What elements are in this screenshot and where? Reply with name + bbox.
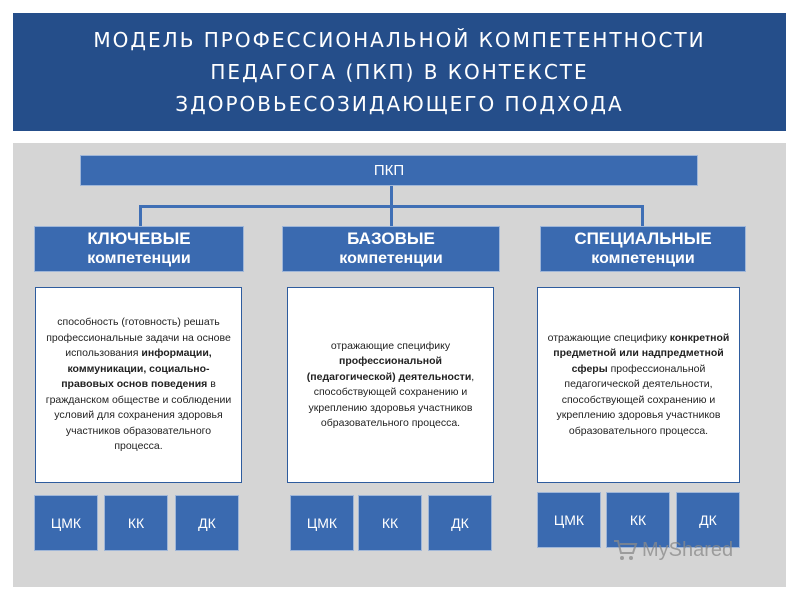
desc-text: в гражданском обществе и соблюдении условий для сохранения здоровья участников образовательного процесса. xyxy=(45,378,232,453)
watermark xyxy=(612,538,733,562)
desc-bold: профессиональной (педагогической) деятельности xyxy=(306,355,472,383)
item-cmk: ЦМК xyxy=(290,495,354,551)
item-cmk: ЦМК xyxy=(537,492,601,548)
item-cmk: ЦМК xyxy=(34,495,98,551)
category-title: КЛЮЧЕВЫЕ xyxy=(87,229,191,248)
category-title: БАЗОВЫЕ xyxy=(347,229,435,248)
cart-icon xyxy=(612,538,638,562)
title-line-1: МОДЕЛЬ ПРОФЕССИОНАЛЬНОЙ КОМПЕТЕНТНОСТИ xyxy=(93,28,706,52)
item-kk: КК xyxy=(358,495,422,551)
title-line-3: ЗДОРОВЬЕСОЗИДАЮЩЕГО ПОДХОДА xyxy=(175,92,624,116)
root-node-pkp: ПКП xyxy=(80,155,698,186)
desc-text: профессиональной педагогической деятельности, способствующей сохранению и укреплению здоровья участников образовательного процесса. xyxy=(556,362,721,437)
category-key-competencies xyxy=(34,226,244,272)
category-subtitle: компетенции xyxy=(339,250,443,267)
description-basic-competencies xyxy=(287,287,494,483)
desc-text: способность (готовность) решать профессиональные задачи на основе использования xyxy=(46,316,231,360)
category-basic-competencies xyxy=(282,226,500,272)
desc-bold: конкретной предметной или надпредметной сферы xyxy=(553,331,730,375)
item-kk: КК xyxy=(606,492,670,548)
item-dk: ДК xyxy=(676,492,740,548)
item-dk: ДК xyxy=(175,495,239,551)
category-special-competencies xyxy=(540,226,746,272)
category-subtitle: компетенции xyxy=(87,250,191,267)
watermark-text: MyShared xyxy=(642,538,734,561)
title-banner xyxy=(13,13,786,131)
connector-root-down xyxy=(390,186,393,206)
title-line-2: ПЕДАГОГА (ПКП) В КОНТЕКСТЕ xyxy=(210,60,589,84)
desc-bold: информации, коммуникации, социально-правовых основ поведения xyxy=(61,347,212,391)
connector-left-down xyxy=(139,205,142,227)
category-title: СПЕЦИАЛЬНЫЕ xyxy=(574,229,712,248)
desc-text: отражающие специфику xyxy=(330,339,451,352)
desc-text: отражающие специфику xyxy=(547,331,670,344)
connector-right-down xyxy=(641,205,644,227)
connector-mid-down xyxy=(390,205,393,227)
item-dk: ДК xyxy=(428,495,492,551)
category-subtitle: компетенции xyxy=(591,250,695,267)
item-kk: КК xyxy=(104,495,168,551)
description-key-competencies xyxy=(35,287,242,483)
desc-text: , способствующей сохранению и укреплению здоровья участников образовательного процесса. xyxy=(308,370,475,429)
description-special-competencies xyxy=(537,287,740,483)
